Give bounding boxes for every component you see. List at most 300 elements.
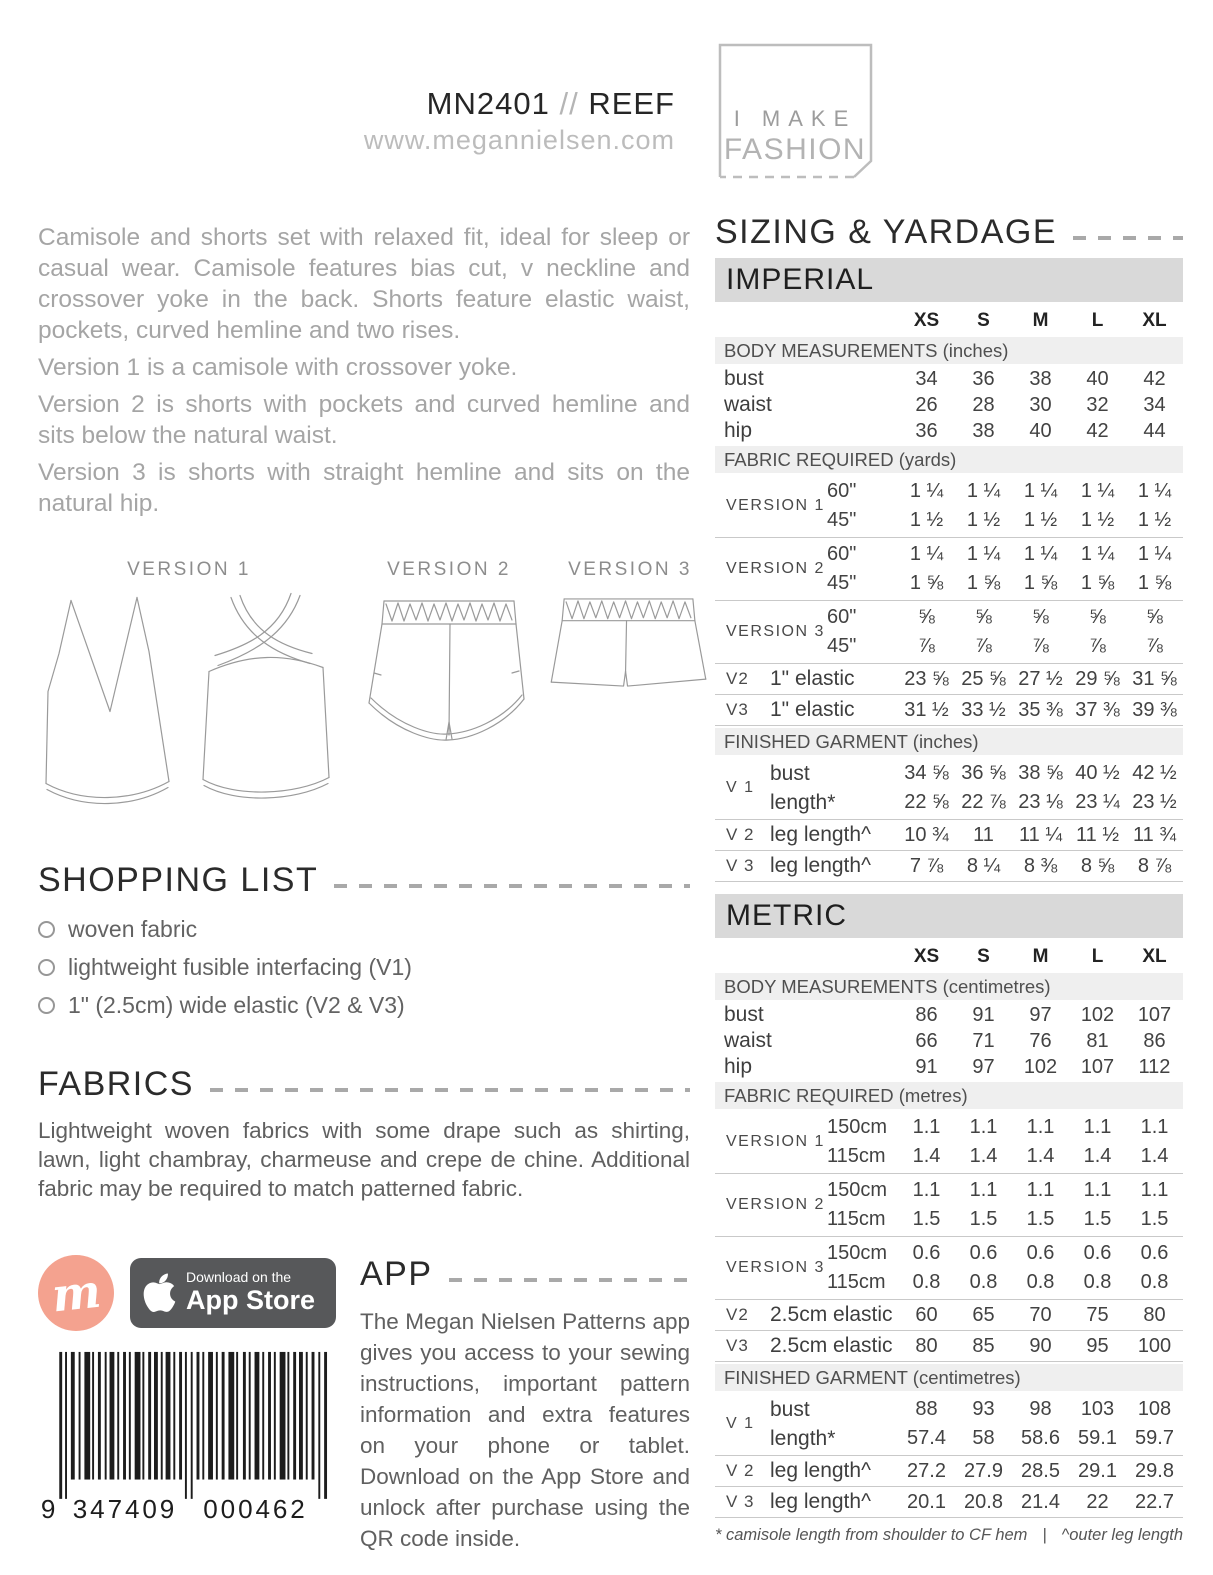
- table-section-heading: FABRIC REQUIRED (yards): [715, 446, 1183, 473]
- cell: 0.8: [912, 1271, 941, 1293]
- size-headers: [898, 946, 1183, 968]
- version-2-label: VERSION 2: [387, 559, 511, 580]
- cell: 1.1: [969, 1179, 998, 1201]
- row-values: [898, 855, 1183, 878]
- logo-line1: I MAKE: [733, 106, 857, 131]
- row-values: [898, 1242, 1183, 1265]
- fabric-version-group: [715, 1237, 1183, 1300]
- cell: 25 ⅝: [961, 667, 1006, 690]
- cell: 28: [972, 393, 995, 416]
- version-prefix: V3: [726, 700, 749, 719]
- elastic-label: 2.5cm elastic: [770, 1303, 893, 1326]
- title-separator: //: [559, 86, 579, 121]
- shorts-straight-hem-sketch-icon: [548, 591, 712, 695]
- cell: 1.5: [1026, 1208, 1055, 1230]
- table-row: [715, 1002, 1183, 1028]
- cell: 90: [1029, 1334, 1052, 1357]
- fabric-version-group: [715, 601, 1183, 664]
- cell: 103: [1080, 1398, 1115, 1420]
- measure-label: leg length^: [770, 1490, 871, 1513]
- cell: 1.1: [1026, 1116, 1055, 1138]
- row-values: [898, 572, 1183, 595]
- badge-small-text: Download on the: [186, 1269, 292, 1286]
- camisole-front-sketch-icon: [38, 591, 178, 807]
- table-row: [715, 1395, 1183, 1424]
- pattern-name: REEF: [588, 86, 675, 121]
- fabric-version-group: [715, 1111, 1183, 1174]
- dash-divider: [449, 1278, 690, 1282]
- row-label: waist: [724, 1029, 772, 1052]
- cell: 21.4: [1021, 1490, 1060, 1513]
- cell: 1 ⅝: [909, 572, 944, 594]
- elastic-row: [715, 695, 1183, 726]
- barcode-digit-group: 9: [40, 1494, 56, 1525]
- i-make-fashion-logo: [717, 42, 875, 186]
- row-values: [898, 762, 1183, 785]
- cell: 27 ½: [1018, 667, 1063, 690]
- cell: 20.1: [907, 1490, 946, 1513]
- footnote-separator: |: [1042, 1526, 1047, 1544]
- description-paragraph: Version 3 is shorts with straight hemline and sits on the natural hip.: [38, 459, 690, 517]
- fabric-width-label: 115cm: [827, 1208, 886, 1230]
- cell: 7 ⅞: [909, 854, 944, 877]
- cell: 1 ¼: [909, 543, 944, 565]
- row-values: [898, 699, 1183, 722]
- cell: 11: [973, 823, 994, 846]
- description-paragraph: Version 1 is a camisole with crossover yoke.: [38, 354, 518, 381]
- cell: 34: [915, 367, 938, 390]
- cell: 86: [915, 1003, 938, 1026]
- size-header-cell: XS: [913, 945, 940, 967]
- fabric-width-label: 45": [827, 635, 857, 657]
- fabric-width-label: 45": [827, 509, 857, 531]
- size-header-cell: XS: [913, 309, 940, 331]
- cell: 91: [915, 1055, 938, 1078]
- shopping-list-item: [38, 992, 690, 1019]
- cell: 22 ⅞: [961, 791, 1006, 813]
- version-prefix: V 2: [726, 825, 755, 844]
- table-row: [715, 1424, 1183, 1453]
- cell: ⅝: [1032, 606, 1049, 628]
- cell: 58.6: [1021, 1427, 1060, 1449]
- circle-bullet-icon: [38, 997, 55, 1014]
- finished-garment-row: [715, 851, 1183, 882]
- cell: 1 ½: [1137, 509, 1172, 531]
- cell: 40 ½: [1075, 762, 1120, 784]
- shopping-list-item: [38, 916, 690, 943]
- shopping-list-heading: SHOPPING LIST: [38, 861, 319, 899]
- cell: 81: [1086, 1029, 1109, 1052]
- cell: 27.2: [907, 1459, 946, 1482]
- cell: 1.4: [1083, 1145, 1112, 1167]
- size-header-cell: L: [1091, 309, 1104, 331]
- website-url[interactable]: www.megannielsen.com: [363, 125, 675, 155]
- sizing-heading-row: [715, 213, 1183, 252]
- cell: 112: [1138, 1055, 1171, 1078]
- cell: 1 ½: [909, 509, 944, 531]
- table-row: [715, 759, 1183, 788]
- table-section-heading: FINISHED GARMENT (centimetres): [715, 1364, 1183, 1391]
- elastic-label: 1" elastic: [770, 698, 855, 721]
- cell: 40: [1086, 367, 1109, 390]
- version-prefix: V 2: [726, 1461, 755, 1480]
- dash-divider: [334, 884, 690, 888]
- cell: 1 ¼: [1080, 480, 1115, 502]
- finished-garment-group: [715, 757, 1183, 820]
- pattern-description: [38, 222, 690, 519]
- elastic-row: [715, 1331, 1183, 1362]
- row-values: [898, 1030, 1183, 1053]
- size-header-cell: S: [977, 945, 990, 967]
- cell: 11 ¾: [1133, 823, 1176, 846]
- cell: 1.5: [912, 1208, 941, 1230]
- cell: 80: [915, 1334, 938, 1357]
- size-header-row: [715, 942, 1183, 971]
- row-values: [898, 1427, 1183, 1450]
- pattern-title: [38, 86, 675, 122]
- barcode-digit-group: 000462: [203, 1494, 308, 1525]
- row-values: [898, 480, 1183, 503]
- cell: 1 ⅝: [966, 572, 1001, 594]
- left-column: [38, 222, 690, 1554]
- cell: 20.8: [964, 1490, 1003, 1513]
- elastic-label: 1" elastic: [770, 667, 855, 690]
- row-values: [898, 791, 1183, 814]
- cell: 34: [1143, 393, 1166, 416]
- cell: 35 ⅜: [1018, 698, 1063, 721]
- footnote-leg: ^outer leg length: [1061, 1526, 1183, 1544]
- cell: ⅞: [975, 635, 992, 657]
- measure-label: length*: [770, 1426, 836, 1450]
- cell: 11 ½: [1076, 823, 1119, 846]
- imperial-band: IMPERIAL: [715, 258, 1183, 302]
- metric-band: METRIC: [715, 894, 1183, 938]
- cell: 66: [915, 1029, 938, 1052]
- cell: 59.7: [1135, 1427, 1174, 1449]
- cell: 1 ½: [1080, 509, 1115, 531]
- cell: ⅝: [918, 606, 935, 628]
- cell: 1.1: [1026, 1179, 1055, 1201]
- cell: 38: [1029, 367, 1052, 390]
- fabric-width-label: 115cm: [827, 1145, 886, 1167]
- dash-divider: [1073, 236, 1183, 240]
- cell: 1.1: [969, 1116, 998, 1138]
- cell: 0.6: [1083, 1242, 1112, 1264]
- cell: 1 ⅝: [1080, 572, 1115, 594]
- cell: 1.1: [1140, 1116, 1169, 1138]
- row-values: [898, 1145, 1183, 1168]
- cell: 102: [1080, 1003, 1115, 1026]
- cell: 32: [1086, 393, 1109, 416]
- barcode-digit-group: 347409: [72, 1494, 178, 1525]
- row-values: [898, 1116, 1183, 1139]
- version-row-label: VERSION 2: [726, 560, 825, 577]
- cell: 1.4: [969, 1145, 998, 1167]
- fabric-version-group: [715, 538, 1183, 601]
- size-header-row: [715, 306, 1183, 335]
- table-section-heading: BODY MEASUREMENTS (centimetres): [715, 973, 1183, 1000]
- fabric-version-group: [715, 475, 1183, 538]
- cell: 34 ⅝: [904, 762, 949, 784]
- cell: 108: [1137, 1398, 1172, 1420]
- cell: 1 ¼: [1137, 480, 1172, 502]
- cell: 23 ⅝: [904, 667, 949, 690]
- cell: 65: [972, 1303, 995, 1326]
- cell: 100: [1137, 1334, 1172, 1357]
- row-values: [898, 1004, 1183, 1027]
- row-values: [898, 394, 1183, 417]
- cell: 0.6: [912, 1242, 941, 1264]
- fabric-width-label: 60": [827, 480, 857, 502]
- measure-label: bust: [770, 761, 810, 785]
- version-prefix: V3: [726, 1336, 749, 1355]
- sizing-yardage-section: [715, 213, 1183, 1545]
- cell: 1.1: [912, 1179, 941, 1201]
- cell: 23 ½: [1132, 791, 1177, 813]
- cell: 30: [1029, 393, 1052, 416]
- cell: 36: [915, 419, 938, 442]
- cell: 107: [1137, 1003, 1172, 1026]
- cell: 31 ½: [904, 698, 949, 721]
- version-1-label: VERSION 1: [127, 559, 251, 580]
- footnote-camisole: * camisole length from shoulder to CF hem: [715, 1526, 1028, 1544]
- cell: 38 ⅝: [1018, 762, 1063, 784]
- cell: 42: [1143, 367, 1166, 390]
- size-header-cell: XL: [1142, 945, 1167, 967]
- cell: 29.1: [1078, 1459, 1117, 1482]
- size-headers: [898, 310, 1183, 332]
- cell: 40: [1029, 419, 1052, 442]
- row-label: bust: [724, 367, 764, 390]
- cell: 22.7: [1135, 1490, 1174, 1513]
- row-label: hip: [724, 1055, 753, 1078]
- cell: 1 ¼: [1023, 480, 1058, 502]
- logo-frame-icon: [717, 42, 875, 186]
- cell: 60: [915, 1303, 938, 1326]
- version-1-illustration: [38, 559, 340, 807]
- cell: 23 ¼: [1075, 791, 1120, 813]
- row-values: [898, 668, 1183, 691]
- fabric-width-label: 60": [827, 606, 857, 628]
- shorts-curved-hem-sketch-icon: [364, 591, 534, 746]
- cell: 31 ⅝: [1132, 667, 1177, 690]
- size-header-cell: M: [1032, 309, 1049, 331]
- cell: 0.8: [1026, 1271, 1055, 1293]
- row-label: hip: [724, 419, 753, 442]
- shopping-list-item: [38, 954, 690, 981]
- row-values: [898, 543, 1183, 566]
- fabric-width-label: 150cm: [827, 1179, 888, 1201]
- cell: 1 ¼: [909, 480, 944, 502]
- version-2-illustration: [364, 559, 534, 751]
- version-row-label: V 1: [726, 1415, 755, 1432]
- size-header-cell: L: [1091, 945, 1104, 967]
- cell: 8 ¼: [966, 854, 1001, 877]
- fabrics-heading-row: [38, 1065, 690, 1104]
- cell: ⅝: [1146, 606, 1163, 628]
- cell: 1.4: [1140, 1145, 1169, 1167]
- cell: 91: [972, 1003, 995, 1026]
- cell: 29 ⅝: [1075, 667, 1120, 690]
- barcode-icon: [38, 1349, 328, 1525]
- cell: 39 ⅜: [1132, 698, 1177, 721]
- cell: 1 ¼: [1137, 543, 1172, 565]
- row-values: [898, 1398, 1183, 1421]
- version-illustrations: [38, 559, 690, 807]
- row-values: [898, 606, 1183, 629]
- cell: 0.8: [1083, 1271, 1112, 1293]
- shopping-item-label: woven fabric: [68, 916, 198, 942]
- row-values: [898, 420, 1183, 443]
- app-heading: APP: [360, 1255, 433, 1293]
- cell: 1 ½: [966, 509, 1001, 531]
- cell: 26: [915, 393, 938, 416]
- cell: 1 ⅝: [1023, 572, 1058, 594]
- version-prefix: V2: [726, 1305, 749, 1324]
- row-label: waist: [724, 393, 772, 416]
- fabric-width-label: 45": [827, 572, 857, 594]
- fabric-width-label: 150cm: [827, 1116, 888, 1138]
- finished-garment-group: [715, 1393, 1183, 1456]
- cell: 36 ⅝: [961, 762, 1006, 784]
- cell: 42: [1086, 419, 1109, 442]
- row-label: bust: [724, 1003, 764, 1026]
- measure-label: length*: [770, 790, 836, 814]
- cell: 1.1: [1083, 1116, 1112, 1138]
- logo-letter: m: [48, 1263, 104, 1323]
- row-values: [898, 635, 1183, 658]
- camisole-back-sketch-icon: [190, 591, 340, 807]
- finished-garment-row: [715, 1487, 1183, 1518]
- pattern-code: MN2401: [426, 86, 550, 121]
- cell: ⅝: [1089, 606, 1106, 628]
- cell: 86: [1143, 1029, 1166, 1052]
- app-body: The Megan Nielsen Patterns app gives you access to your sewing instructions, important pattern information and extra features on your phone or tablet. Download on the App Store and unlock after purchase using the QR code inside.: [360, 1309, 690, 1551]
- cell: 8 ⅞: [1137, 854, 1172, 877]
- description-paragraph: Camisole and shorts set with relaxed fit, ideal for sleep or casual wear. Camisole features bias cut, v neckline and crossover yoke in the back. Shorts feature elastic waist, pockets, curved hemline and two rises.: [38, 224, 690, 344]
- cell: 8 ⅝: [1080, 854, 1115, 877]
- fabric-width-label: 115cm: [827, 1271, 886, 1293]
- circle-bullet-icon: [38, 921, 55, 938]
- table-section-heading: FINISHED GARMENT (inches): [715, 728, 1183, 755]
- cell: 88: [915, 1398, 938, 1420]
- version-3-label: VERSION 3: [568, 559, 692, 580]
- row-values: [898, 1491, 1183, 1514]
- cell: 1 ½: [1023, 509, 1058, 531]
- cell: 76: [1029, 1029, 1052, 1052]
- table-section-heading: BODY MEASUREMENTS (inches): [715, 337, 1183, 364]
- table-section-heading: FABRIC REQUIRED (metres): [715, 1082, 1183, 1109]
- fabric-width-label: 150cm: [827, 1242, 888, 1264]
- table-row: [715, 1028, 1183, 1054]
- version-row-label: V 1: [726, 779, 755, 796]
- fabrics-body: Lightweight woven fabrics with some drape such as shirting, lawn, light chambray, charmeuse and crepe de chine. Additional fabric may be required to match patterned fabric.: [38, 1118, 690, 1201]
- measure-label: leg length^: [770, 823, 871, 846]
- cell: 11 ¼: [1019, 823, 1062, 846]
- row-values: [898, 1208, 1183, 1231]
- version-row-label: VERSION 1: [726, 1133, 825, 1150]
- version-row-label: VERSION 3: [726, 623, 825, 640]
- cell: 97: [1029, 1003, 1052, 1026]
- row-values: [898, 824, 1183, 847]
- cell: 10 ¾: [904, 823, 949, 846]
- cell: 1.1: [912, 1116, 941, 1138]
- size-header-cell: XL: [1142, 309, 1167, 331]
- version-row-label: VERSION 1: [726, 497, 825, 514]
- row-values: [898, 1056, 1183, 1079]
- version-prefix: V2: [726, 669, 749, 688]
- cell: 1.5: [1140, 1208, 1169, 1230]
- measure-label: leg length^: [770, 854, 871, 877]
- measure-label: leg length^: [770, 1459, 871, 1482]
- fabrics-section: [38, 1065, 690, 1203]
- fabric-version-group: [715, 1174, 1183, 1237]
- cell: ⅞: [918, 635, 935, 657]
- apple-icon: [142, 1272, 176, 1314]
- cell: 75: [1086, 1303, 1109, 1326]
- cell: 1.1: [1083, 1179, 1112, 1201]
- version-row-label: VERSION 2: [726, 1196, 825, 1213]
- version-prefix: V 3: [726, 1492, 755, 1511]
- cell: 97: [972, 1055, 995, 1078]
- cell: 1 ¼: [966, 543, 1001, 565]
- cell: 1.4: [912, 1145, 941, 1167]
- shopping-item-label: lightweight fusible interfacing (V1): [68, 954, 412, 980]
- cell: 38: [972, 419, 995, 442]
- cell: 33 ½: [961, 698, 1006, 721]
- table-row: [715, 788, 1183, 817]
- app-store-badge[interactable]: [130, 1258, 336, 1328]
- size-header-cell: M: [1032, 945, 1049, 967]
- cell: 22 ⅝: [904, 791, 949, 813]
- row-values: [898, 1271, 1183, 1294]
- cell: 85: [972, 1334, 995, 1357]
- cell: 36: [972, 367, 995, 390]
- cell: ⅞: [1032, 635, 1049, 657]
- cell: 71: [972, 1029, 995, 1052]
- cell: 0.8: [969, 1271, 998, 1293]
- cell: 28.5: [1021, 1459, 1060, 1482]
- table-row: [715, 418, 1183, 444]
- row-values: [898, 1179, 1183, 1202]
- elastic-row: [715, 1300, 1183, 1331]
- cell: 1.1: [1140, 1179, 1169, 1201]
- description-paragraph: Version 2 is shorts with pockets and curved hemline and sits below the natural waist.: [38, 391, 690, 449]
- cell: 8 ⅜: [1023, 854, 1058, 877]
- cell: 95: [1086, 1334, 1109, 1357]
- brand-and-barcode: [38, 1255, 336, 1554]
- cell: 1.5: [1083, 1208, 1112, 1230]
- cell: 42 ½: [1132, 762, 1177, 784]
- cell: 1 ¼: [1080, 543, 1115, 565]
- cell: 1 ⅝: [1137, 572, 1172, 594]
- header: [38, 86, 675, 156]
- fabrics-heading: FABRICS: [38, 1065, 194, 1103]
- cell: ⅝: [975, 606, 992, 628]
- cell: 1.4: [1026, 1145, 1055, 1167]
- badge-large-text: App Store: [186, 1284, 316, 1315]
- cell: 93: [972, 1398, 995, 1420]
- version-row-label: VERSION 3: [726, 1259, 825, 1276]
- sizing-heading: SIZING & YARDAGE: [715, 213, 1058, 251]
- cell: 107: [1080, 1055, 1115, 1078]
- logo-line2: FASHION: [723, 133, 867, 166]
- cell: 70: [1029, 1303, 1052, 1326]
- row-values: [898, 1460, 1183, 1483]
- table-row: [715, 366, 1183, 392]
- row-values: [898, 1335, 1183, 1358]
- cell: 44: [1143, 419, 1166, 442]
